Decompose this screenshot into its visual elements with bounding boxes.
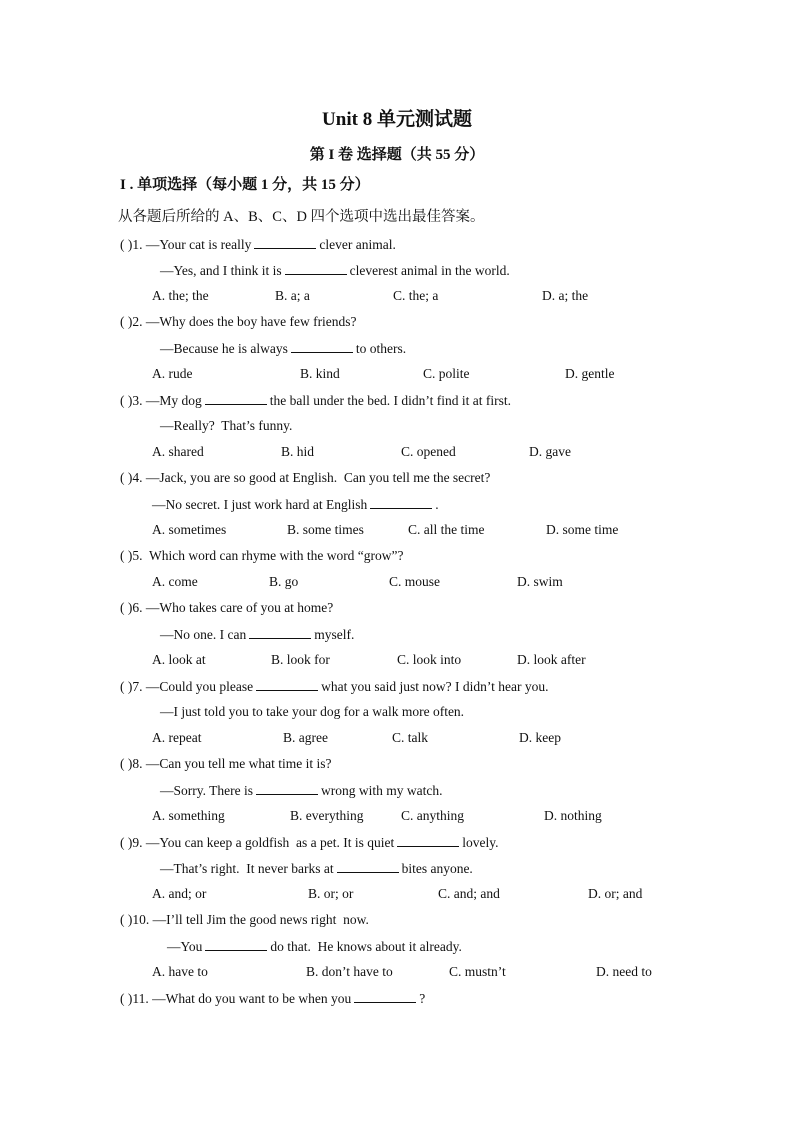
response-text: bites anyone. [401, 861, 473, 876]
question-stem [120, 392, 511, 409]
question-stem [120, 470, 490, 486]
answer-option: B. everything [290, 808, 364, 823]
answer-option: C. the; a [393, 288, 439, 303]
answer-option: A. come [152, 574, 198, 589]
answer-blank [249, 626, 311, 639]
page-title: Unit 8 单元测试题 [322, 109, 472, 130]
answer-option: A. rude [152, 366, 193, 381]
question-text: ( )6. —Who takes care of you at home? [120, 600, 334, 615]
answer-blank [256, 678, 318, 691]
answer-option: B. a; a [275, 288, 310, 303]
response-text: to others. [355, 341, 407, 356]
answer-option: B. go [269, 574, 299, 589]
answer-option: D. keep [519, 730, 561, 745]
answer-option: D. or; and [588, 886, 643, 901]
answer-option: A. shared [152, 444, 204, 459]
response-text: do that. He knows about it already. [270, 939, 462, 954]
answer-option: D. gentle [565, 366, 615, 381]
response-text: wrong with my watch. [320, 783, 443, 798]
answer-blank [205, 938, 267, 951]
answer-option: D. need to [596, 964, 652, 979]
answer-blank [337, 860, 399, 873]
response-text: —Sorry. There is [160, 783, 253, 798]
answer-option: D. nothing [544, 808, 602, 823]
answer-option: D. a; the [542, 288, 589, 303]
answer-blank [291, 340, 353, 353]
response-text: —Really? That’s funny. [160, 418, 293, 433]
question-response [160, 626, 354, 643]
answer-option: C. look into [397, 652, 462, 667]
answer-option: A. repeat [152, 730, 202, 745]
answer-option: A. look at [152, 652, 206, 667]
question-response [160, 418, 292, 434]
question-text: ( )1. —Your cat is really [120, 237, 252, 252]
answer-option: B. agree [283, 730, 328, 745]
question-stem [120, 314, 357, 330]
answer-blank [205, 392, 267, 405]
question-response [160, 340, 406, 357]
question-stem [120, 912, 369, 928]
answer-option: D. look after [517, 652, 586, 667]
question-stem [120, 548, 404, 564]
answer-option: D. swim [517, 574, 563, 589]
question-text: ( )4. —Jack, you are so good at English. Can you tell me the secret? [120, 470, 491, 485]
question-stem [120, 600, 333, 616]
question-stem [120, 756, 331, 772]
response-text: —I just told you to take your dog for a walk more often. [160, 704, 465, 719]
answer-option: A. something [152, 808, 225, 823]
answer-option: A. and; or [152, 886, 207, 901]
page-subtitle: 第 I 卷 选择题（共 55 分） [309, 147, 485, 163]
answer-option: A. sometimes [152, 522, 227, 537]
answer-option: C. mouse [389, 574, 441, 589]
response-text: —Yes, and I think it is [160, 263, 282, 278]
answer-option: C. opened [401, 444, 456, 459]
question-text: ( )10. —I’ll tell Jim the good news right now. [120, 912, 369, 927]
answer-option: B. some times [287, 522, 364, 537]
answer-blank [285, 262, 347, 275]
answer-option: C. and; and [438, 886, 500, 901]
question-text: ? [419, 991, 426, 1006]
answer-option: D. gave [529, 444, 571, 459]
answer-option: B. kind [300, 366, 340, 381]
answer-option: D. some time [546, 522, 619, 537]
question-text: the ball under the bed. I didn’t find it at first. [269, 393, 511, 408]
question-stem [120, 678, 548, 695]
answer-blank [397, 834, 459, 847]
answer-option: B. or; or [308, 886, 354, 901]
response-text: . [435, 497, 439, 512]
question-response [160, 782, 442, 799]
answer-option: C. anything [401, 808, 464, 823]
question-text: what you said just now? I didn’t hear you. [321, 679, 549, 694]
question-response [167, 938, 462, 955]
question-stem [120, 990, 425, 1007]
response-text: —That’s right. It never barks at [160, 861, 334, 876]
answer-option: B. don’t have to [306, 964, 393, 979]
answer-option: B. hid [281, 444, 315, 459]
question-response [160, 704, 464, 720]
question-text: ( )2. —Why does the boy have few friends? [120, 314, 357, 329]
question-text: clever animal. [319, 237, 396, 252]
question-response [160, 262, 510, 279]
question-text: ( )8. —Can you tell me what time it is? [120, 756, 332, 771]
question-text: ( )11. —What do you want to be when you [120, 991, 352, 1006]
response-text: myself. [314, 627, 355, 642]
question-stem [120, 834, 498, 851]
answer-option: B. look for [271, 652, 330, 667]
question-text: ( )9. —You can keep a goldfish as a pet. It is quiet [120, 835, 395, 850]
response-text: cleverest animal in the world. [349, 263, 510, 278]
answer-option: A. the; the [152, 288, 209, 303]
response-text: —No secret. I just work hard at English [152, 497, 368, 512]
question-response [152, 496, 439, 513]
response-text: —Because he is always [160, 341, 288, 356]
answer-option: A. have to [152, 964, 208, 979]
response-text: —You [167, 939, 203, 954]
answer-blank [254, 236, 316, 249]
question-text: ( )5. Which word can rhyme with the word “grow”? [120, 548, 404, 563]
question-text: lovely. [462, 835, 499, 850]
question-text: ( )7. —Could you please [120, 679, 254, 694]
response-text: —No one. I can [160, 627, 247, 642]
question-response [160, 860, 473, 877]
answer-blank [370, 496, 432, 509]
section-heading: I . 单项选择（每小题 1 分，共 15 分） [120, 177, 370, 193]
question-text: ( )3. —My dog [120, 393, 202, 408]
answer-blank [256, 782, 318, 795]
answer-option: C. all the time [408, 522, 485, 537]
answer-blank [354, 990, 416, 1003]
question-stem [120, 236, 396, 253]
answer-option: C. polite [423, 366, 470, 381]
answer-option: C. talk [392, 730, 428, 745]
answer-option: C. mustn’t [449, 964, 506, 979]
instruction-text: 从各题后所给的 A、B、C、D 四个选项中选出最佳答案。 [118, 209, 485, 225]
